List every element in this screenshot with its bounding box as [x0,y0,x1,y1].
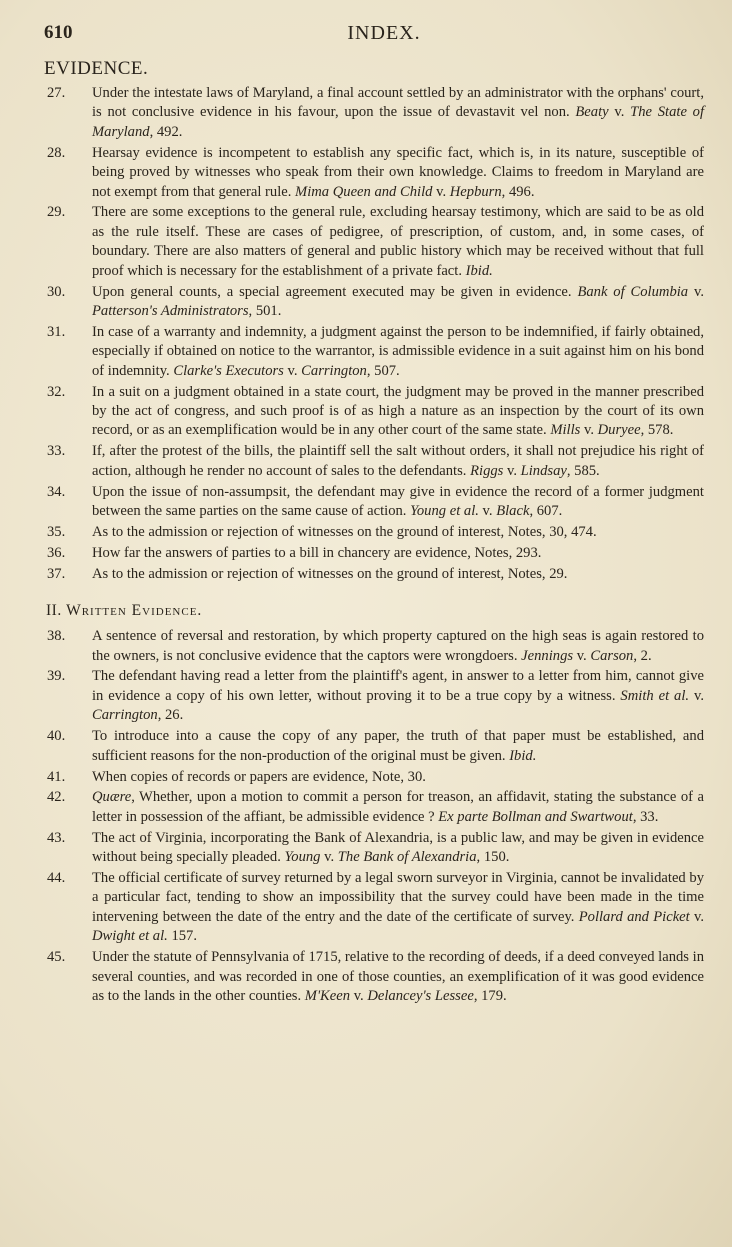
entry-text: , 2. [633,647,652,664]
entry-text: v. [503,462,521,479]
entry-number: 43. [47,829,66,846]
entry-text: In a suit on a judgment obtained in a state court, the judgment may be proved in the manner prescribed by the act of congress, and such proof is of as high a nature as an inspection by the court of its own record, or as an exemplification would be in any other court of the same state. [92,383,704,439]
index-entry [44,948,704,1006]
entry-text: , 501. [248,302,282,319]
index-entry [44,788,704,827]
entry-number: 35. [47,523,66,540]
case-citation: Ex parte Bollman and Swartwout [438,808,633,825]
entry-text: v. [320,849,338,866]
case-citation: Dwight et al. [92,928,168,945]
index-entry [44,727,704,766]
case-citation: Young [284,849,321,866]
entry-number: 27. [47,85,66,101]
case-citation: M'Keen [304,987,351,1004]
index-entry [44,483,704,522]
entry-text: , 607. [529,503,563,520]
entry-number: 41. [47,768,66,785]
case-citation: Black [496,503,530,520]
entry-number: 38. [47,628,66,645]
entry-number: 44. [47,870,66,887]
entry-text: When copies of records or papers are evidence, Note, 30. [92,768,426,785]
entry-text: , 33. [632,808,659,825]
entry-number: 29. [47,204,66,221]
case-citation: Duryee [597,422,641,439]
entry-text: , 585. [566,462,600,479]
entry-text: Upon general counts, a special agreement executed may be given in evidence. [92,283,578,300]
index-entry [44,869,704,947]
entry-list-written-evidence [44,627,704,1006]
case-citation: Clarke's Executors [173,362,284,379]
entry-text: The defendant having read a letter from the plaintiff's agent, in answer to a letter from him, cannot give in evidence a copy of his own letter, without proving it to be a true copy by a witness. [92,668,704,704]
case-citation: The Bank of Alexandria [337,849,477,866]
entry-text: , 492. [149,123,183,140]
index-entry [44,565,704,584]
page-number: 610 [44,22,73,43]
entry-text: , 150. [476,849,510,866]
entry-number: 36. [47,544,66,561]
entry-text: Under the intestate laws of Maryland, a final account settled by an administrator with the orphans' court, is not conclusive evidence in his favour, upon the issue of devastavit vel non. [92,85,704,121]
case-citation: Jennings [521,647,574,664]
case-citation: Smith et al. [620,687,690,704]
entry-number: 32. [47,383,66,400]
entry-text: To introduce into a cause the copy of any paper, the truth of that paper must be established, and sufficient reasons for the non-production of the original must be given. [92,728,704,764]
entry-text: , 496. [501,183,535,200]
case-citation: Patterson's Administrators [92,302,249,319]
entry-text: v. [573,647,591,664]
index-entry [44,442,704,481]
entry-text: If, after the protest of the bills, the plaintiff sell the salt without orders, it shall not prejudice his right of action, although he render no account of sales to the defendants. [92,443,704,479]
case-citation: Carrington [92,707,158,724]
case-citation: Carson [590,647,634,664]
entry-number: 33. [47,443,66,460]
entry-number: 28. [47,144,66,161]
entry-text: 157. [167,928,197,945]
entry-number: 39. [47,668,66,685]
index-entry [44,667,704,725]
case-citation: Delancey's Lessee [367,987,474,1004]
case-citation: Pollard and Picket [578,908,690,925]
entry-number: 30. [47,283,66,300]
section-title: EVIDENCE. [44,58,149,79]
entry-text: v. [608,104,631,121]
case-citation: Lindsay [520,462,567,479]
entry-text: , 507. [366,362,400,379]
entry-text: In case of a warranty and indemnity, a judgment against the person to be indemnified, if fairly obtained, especially if obtained on notice to the warrantor, is admissible evidence in a suit against him on his bond of indemnity. [92,323,704,379]
index-entry [44,523,704,542]
entry-text: Under the statute of Pennsylvania of 1715, relative to the recording of deeds, if a deed conveyed lands in several counties, and was recorded in one of those counties, an exemplification of it was good evidence as to the lands in the other counties. [92,949,704,1004]
entry-text: There are some exceptions to the general rule, excluding hearsay testimony, which are said to be as old as the rule itself. These are cases of pedigree, of prescription, of custom, and, in some cases, of boundary. There are also matters of general and public history which may be received without that full proof which is necessary for the establishment of a private fact. [92,204,704,279]
case-citation: Quære [92,789,132,806]
entry-text: As to the admission or rejection of witnesses on the ground of interest, Notes, 30, 474. [92,523,597,540]
entry-text: Hearsay evidence is incompetent to establish any specific fact, which is, in its nature, susceptible of being proved by witnesses who speak from their own knowledge. Claims to freedom in Maryland are not exempt from that general rule. [92,144,704,200]
entry-text: The act of Virginia, incorporating the Bank of Alexandria, is a public law, and may be given in evidence without being specially pleaded. [92,829,704,866]
index-entry [44,544,704,563]
entry-text: , 578. [640,422,674,439]
case-citation: Ibid. [465,262,493,279]
index-entry [44,627,704,666]
page-header [44,22,704,52]
entry-text: , 179. [473,987,507,1004]
case-citation: Riggs [470,462,504,479]
entry-number: 31. [47,323,66,340]
entry-text: v. [432,183,450,200]
entry-text: v. [689,687,704,704]
index-entry [44,383,704,441]
entry-number: 40. [47,728,66,745]
entry-text: A sentence of reversal and restoration, by which property captured on the high seas is again restored to the owners, is not conclusive evidence that the captors were wrongdoers. [92,628,704,664]
entry-text: , 26. [157,707,184,724]
entry-text: v. [478,503,497,520]
case-citation: Mills [550,422,581,439]
index-entry [44,84,704,142]
entry-text: , Whether, upon a motion to commit a person for treason, an affidavit, stating the substance of a letter in possession of the affiant, be admissible evidence ? [92,789,704,825]
entry-text: v. [689,908,704,925]
entry-number: 45. [47,949,66,966]
case-citation: Hepburn [449,183,502,200]
index-entry [44,203,704,281]
index-entry [44,829,704,868]
entry-text: v. [688,283,704,300]
case-citation: Carrington [301,362,367,379]
entry-number: 42. [47,789,66,806]
entry-text: The official certificate of survey returned by a legal sworn surveyor in Virginia, cannot be invalidated by a particular fact, tending to show an impossibility that the survey could have been made in the time intervening between the date of the entry and the date of the certificate of survey. [92,870,704,925]
subsection-title: Written Evidence. [66,602,203,620]
running-head: INDEX. [347,22,421,44]
entry-text: Upon the issue of non-assumpsit, the defendant may give in evidence the record of a former judgment between the same parties on the same cause of action. [92,483,704,520]
index-entry [44,144,704,202]
case-citation: Beaty [575,104,609,121]
case-citation: Ibid. [509,747,537,764]
case-citation: Young et al. [410,503,479,520]
subsection-numeral: II. [46,602,62,620]
index-entry [44,768,704,787]
case-citation: Bank of Columbia [577,283,689,300]
entry-text: v. [350,987,368,1004]
entry-text: As to the admission or rejection of witnesses on the ground of interest, Notes, 29. [92,565,568,582]
subsection-heading [46,602,704,620]
index-entry [44,283,704,322]
entry-number: 37. [47,565,66,582]
entry-number: 34. [47,483,66,500]
entry-list [44,84,704,584]
entry-text: v. [283,362,302,379]
index-entry [44,323,704,381]
case-citation: Mima Queen and Child [295,183,433,200]
case-citation: The State of Maryland [92,104,705,140]
entry-text: How far the answers of parties to a bill in chancery are evidence, Notes, 293. [92,544,542,561]
entry-text: v. [580,422,598,439]
